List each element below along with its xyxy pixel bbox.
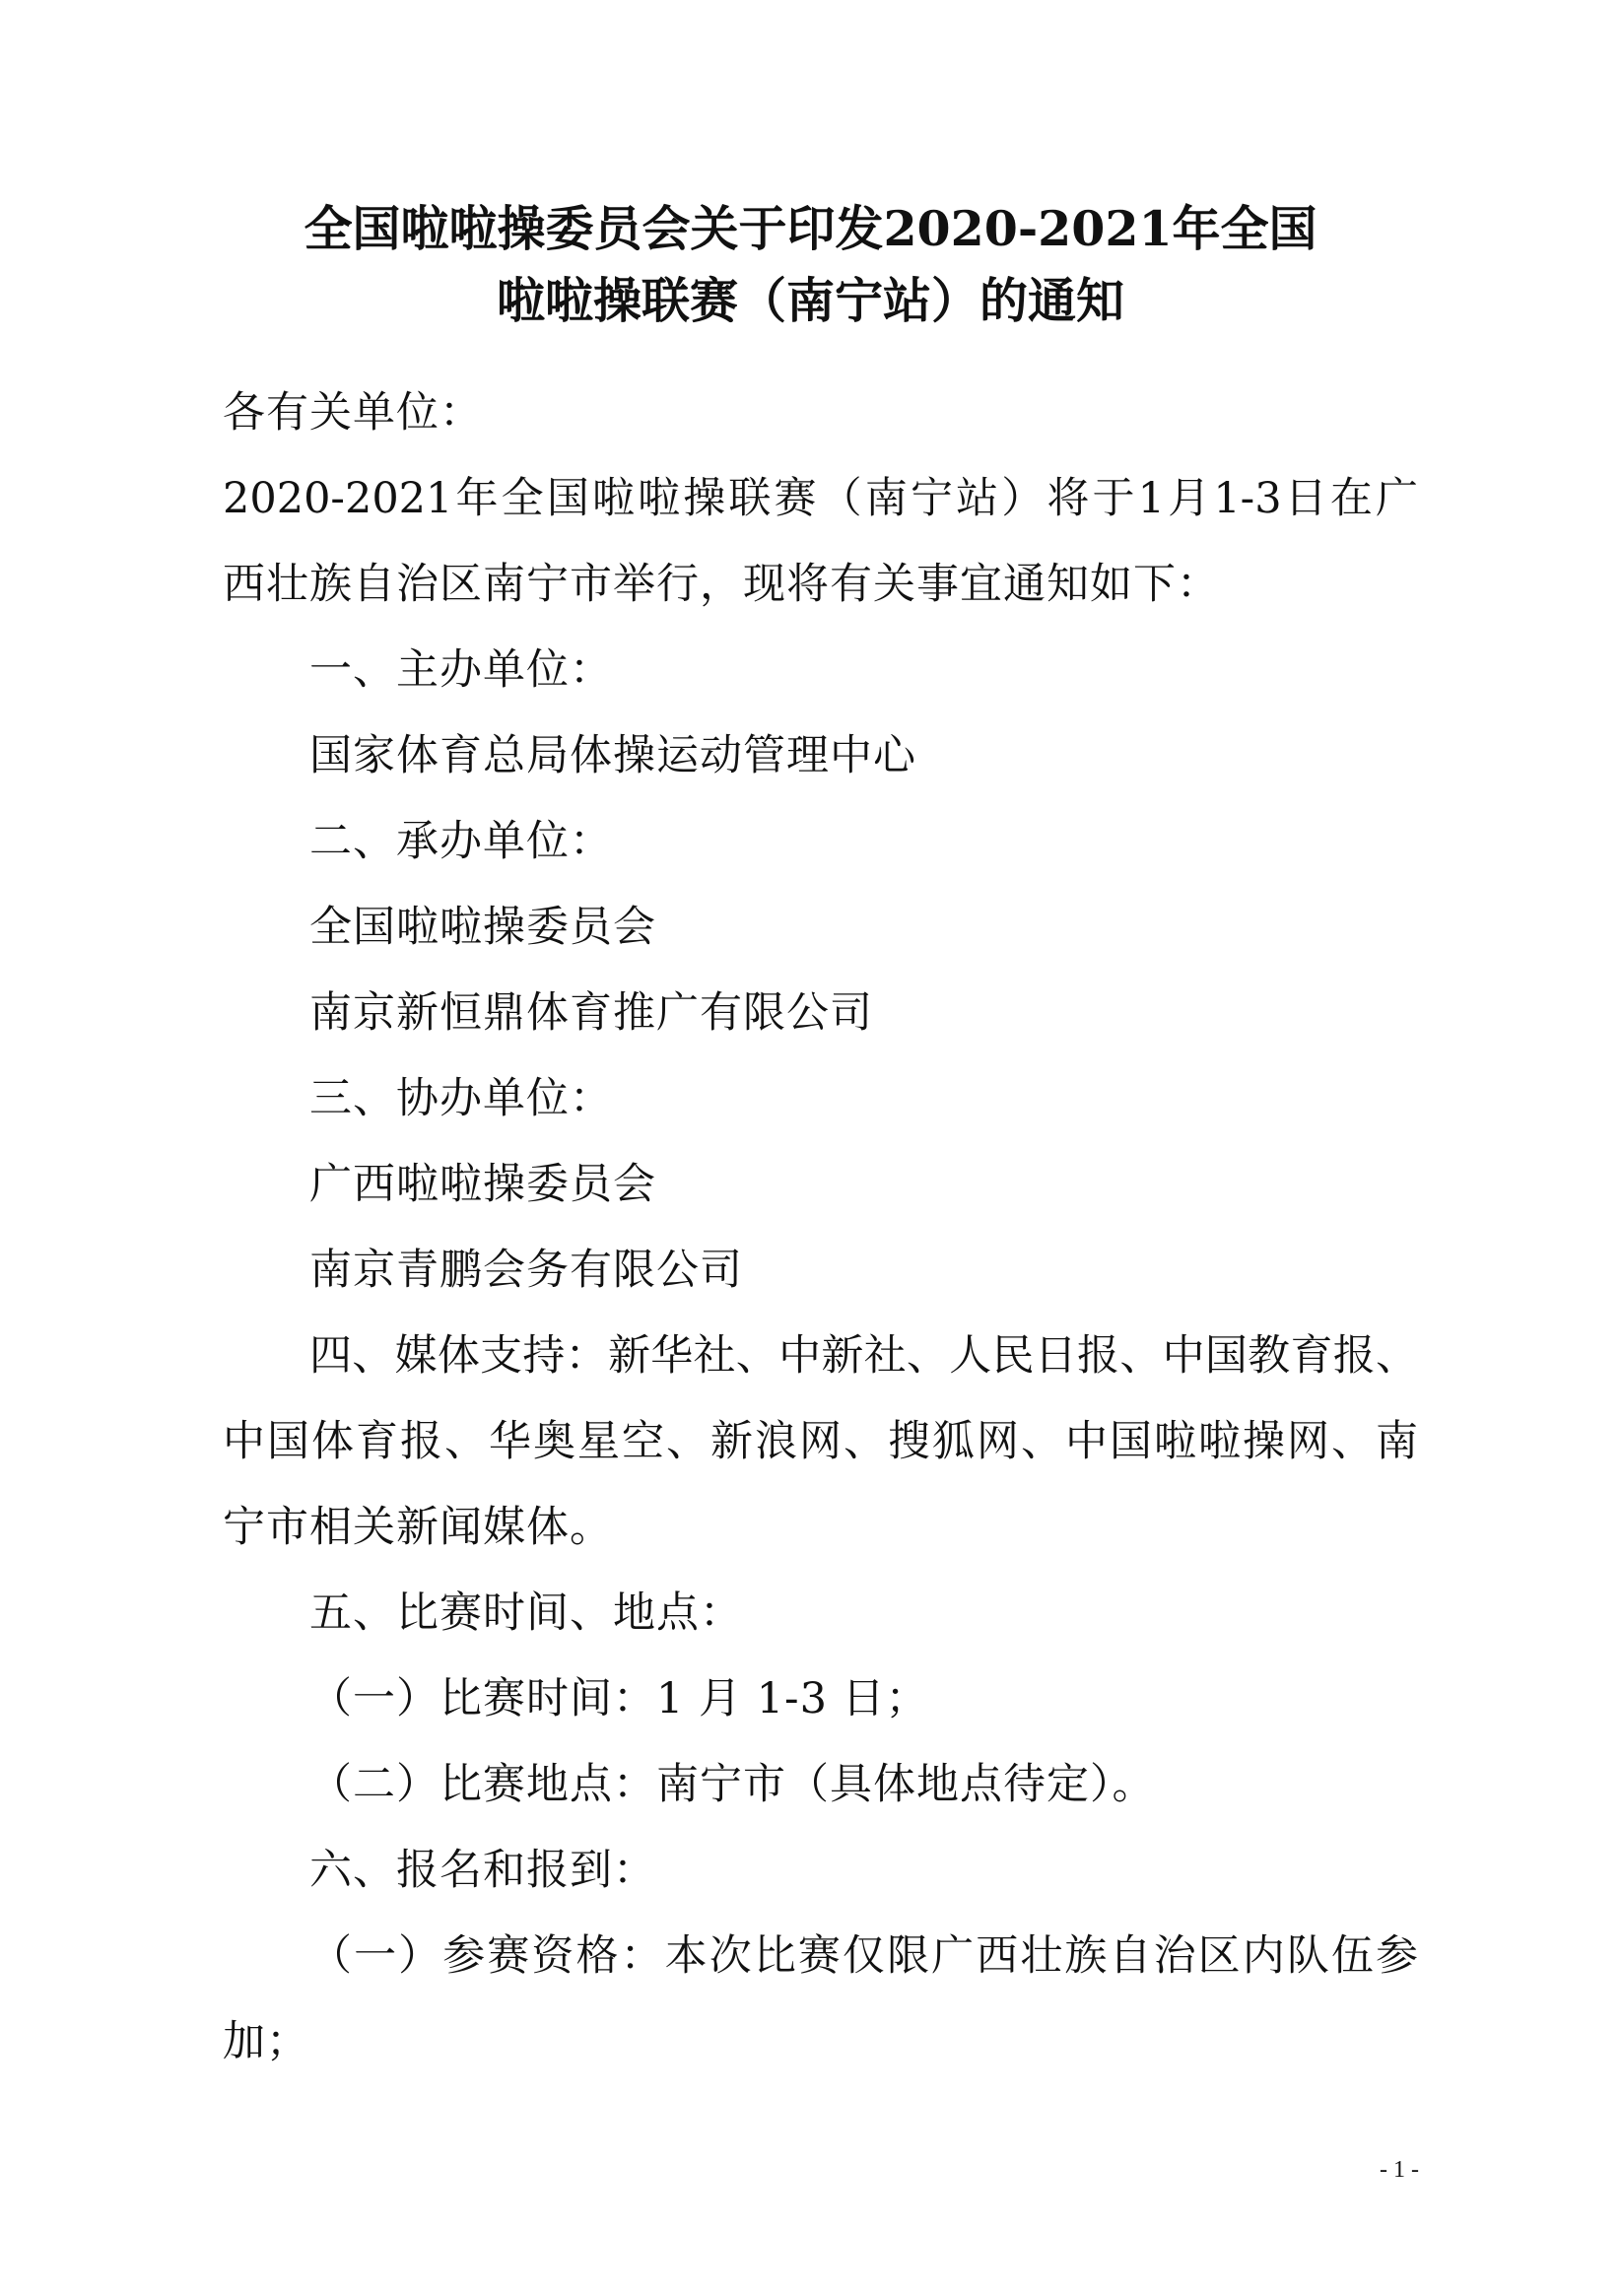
section-4-line-1: 四、媒体支持：新华社、中新社、人民日报、中国教育报、 [309,1331,1418,1381]
section-6-heading: 六、报名和报到： [309,1846,656,1895]
section-4-line-3: 宁市相关新闻媒体。 [223,1503,613,1552]
section-6-item-1-line-2: 加； [223,2017,309,2066]
section-6-item-1-line-1: （一）参赛资格：本次比赛仅限广西壮族自治区内队伍参 [309,1931,1418,1981]
section-3-item-2: 南京青鹏会务有限公司 [309,1246,743,1295]
section-5-heading: 五、比赛时间、地点： [309,1588,743,1638]
section-3-item-1: 广西啦啦操委员会 [309,1160,656,1209]
intro-paragraph-line-1: 2020-2021年全国啦啦操联赛（南宁站）将于1月1-3日在广 [223,474,1418,523]
salutation: 各有关单位： [223,388,483,438]
section-2-item-1: 全国啦啦操委员会 [309,903,656,952]
page-number: - 1 - [1380,2157,1419,2183]
section-5-item-2: （二）比赛地点：南宁市（具体地点待定）。 [309,1760,1156,1809]
section-2-item-2: 南京新恒鼎体育推广有限公司 [309,988,873,1038]
section-5-item-1: （一）比赛时间：1 月 1-3 日； [309,1674,929,1723]
section-1-heading: 一、主办单位： [309,645,613,695]
section-1-item: 国家体育总局体操运动管理中心 [309,731,916,780]
section-4-line-2: 中国体育报、华奥星空、新浪网、搜狐网、中国啦啦操网、南 [223,1417,1418,1466]
document-title-line-1: 全国啦啦操委员会关于印发2020-2021年全国 [304,200,1317,257]
section-3-heading: 三、协办单位： [309,1074,613,1123]
intro-paragraph-line-2: 西壮族自治区南宁市举行，现将有关事宜通知如下： [223,560,1220,609]
section-2-heading: 二、承办单位： [309,817,613,866]
document-title-line-2: 啦啦操联赛（南宁站）的通知 [496,272,1124,329]
